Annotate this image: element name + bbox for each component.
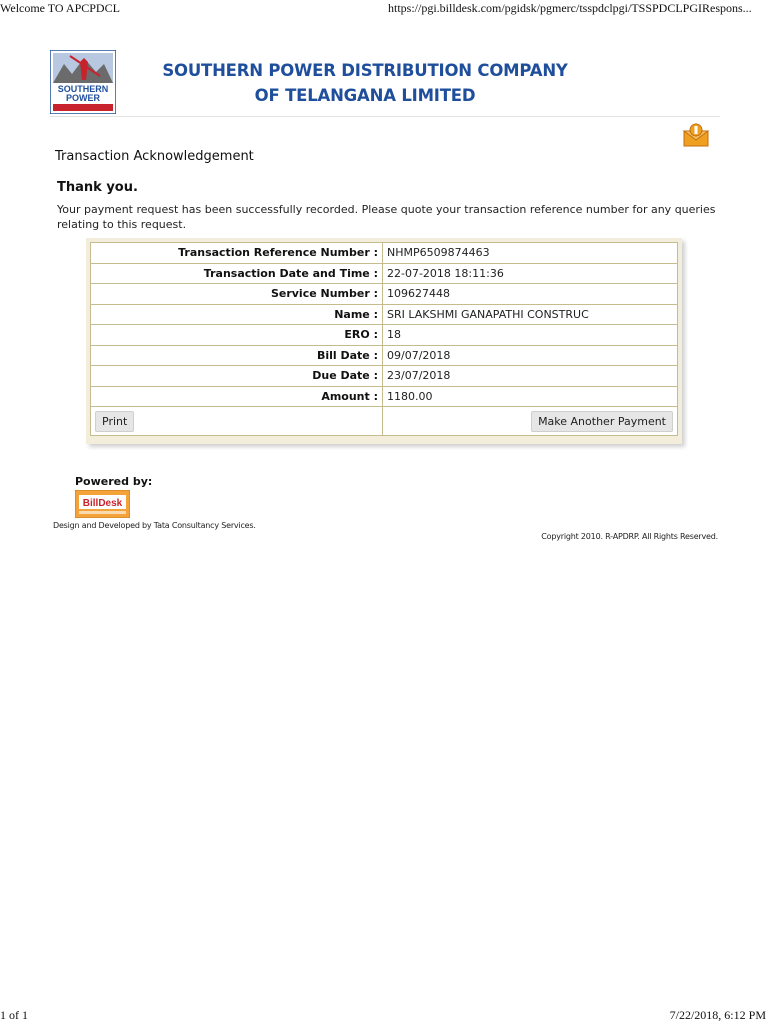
confirmation-message: Your payment request has been successfully recorded. Please quote your transaction reference number for any queries relating to this request. (57, 203, 716, 231)
table-row (91, 325, 678, 346)
print-button[interactable]: Print (95, 411, 134, 432)
bill-date-value: 09/07/2018 (383, 345, 678, 366)
amount-label: Amount : (91, 386, 383, 407)
due-date-label: Due Date : (91, 366, 383, 387)
company-name-line1: SOUTHERN POWER DISTRIBUTION COMPANY (162, 61, 568, 80)
table-row (91, 386, 678, 407)
print-cell (91, 407, 383, 436)
header-divider (50, 116, 720, 117)
another-payment-cell (383, 407, 678, 436)
service-number-label: Service Number : (91, 284, 383, 305)
amount-value: 1180.00 (383, 386, 678, 407)
company-name-line2: OF TELANGANA LIMITED (254, 86, 476, 105)
transaction-details-table (90, 242, 678, 436)
button-row (91, 407, 678, 436)
table-row (91, 304, 678, 325)
table-row (91, 345, 678, 366)
print-url: https://pgi.billdesk.com/pgidsk/pgmerc/tsspdclpgi/TSSPDCLPGIRespons... (388, 1, 752, 15)
page-title: Transaction Acknowledgement (55, 149, 254, 164)
transaction-details-panel (86, 238, 682, 444)
print-footer (0, 1007, 768, 1023)
table-row (91, 284, 678, 305)
print-datetime: 7/22/2018, 6:12 PM (669, 1008, 766, 1022)
name-value: SRI LAKSHMI GANAPATHI CONSTRUC (383, 304, 678, 325)
name-label: Name : (91, 304, 383, 325)
ero-value: 18 (383, 325, 678, 346)
ero-label: ERO : (91, 325, 383, 346)
print-header (0, 0, 768, 16)
transaction-reference-value: NHMP6509874463 (383, 243, 678, 264)
logo-text-line1: SOUTHERN (57, 84, 109, 94)
help-mail-icon[interactable] (682, 122, 710, 148)
due-date-value: 23/07/2018 (383, 366, 678, 387)
logo-text-line2: POWER (65, 93, 101, 103)
bill-date-label: Bill Date : (91, 345, 383, 366)
company-logo (50, 50, 116, 114)
design-credit: Design and Developed by Tata Consultancy Services. (53, 521, 256, 530)
billdesk-logo (75, 490, 130, 518)
transaction-reference-label: Transaction Reference Number : (91, 243, 383, 264)
print-page-count: 1 of 1 (0, 1008, 28, 1022)
transaction-datetime-label: Transaction Date and Time : (91, 263, 383, 284)
transaction-datetime-value: 22-07-2018 18:11:36 (383, 263, 678, 284)
thank-you-heading: Thank you. (57, 180, 138, 195)
make-another-payment-button[interactable]: Make Another Payment (531, 411, 673, 432)
table-row (91, 263, 678, 284)
copyright-notice: Copyright 2010. R-APDRP. All Rights Reserved. (541, 532, 718, 541)
table-row (91, 243, 678, 264)
print-page-title: Welcome TO APCPDCL (0, 1, 120, 15)
table-row (91, 366, 678, 387)
service-number-value: 109627448 (383, 284, 678, 305)
company-name (150, 58, 580, 108)
billdesk-logo-text: BillDesk (82, 498, 123, 509)
powered-by-label: Powered by: (75, 475, 153, 488)
